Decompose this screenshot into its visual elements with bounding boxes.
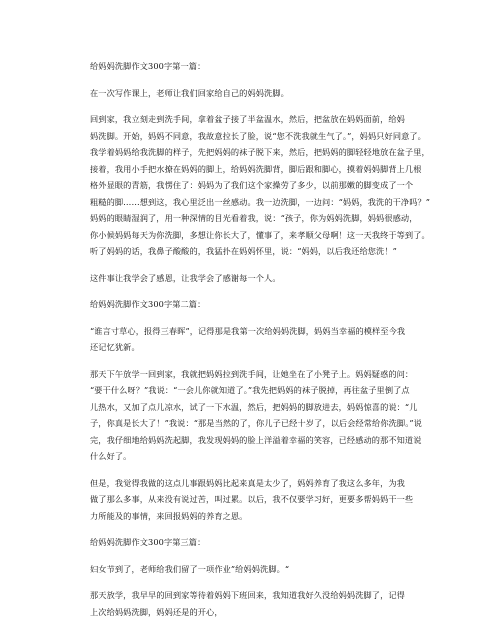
section-title-1: 给妈妈洗脚作文300字第一篇： xyxy=(90,61,206,71)
paragraph-8: 那天放学，我早早的回到家等待着妈妈下班回来，我知道我好久没给妈妈洗脚了，记得 上次给妈妈洗脚，妈妈还是的开心， xyxy=(90,590,405,617)
paragraph-7: 妇女节到了，老师给我们留了一项作业”给妈妈洗脚。“ xyxy=(90,563,290,574)
paragraph-4: “谁言寸草心，报得三春晖”，记得那是我第一次给妈妈洗脚，妈妈当幸福的模样至今我 还记忆犹新。 xyxy=(90,325,406,352)
paragraph-3: 这件事让我学会了感恩，让我学会了感谢每一个人。 xyxy=(90,272,281,283)
paragraph-1: 在一次写作课上，老师让我们回家给自己的妈妈洗脚。 xyxy=(90,87,289,98)
paragraph-6: 但是，我觉得我做的这点儿事跟妈妈比起来真是太少了，妈妈养育了我这么多年，为我 做了那么多事，从来没有说过苦，叫过累。以后，我不仅要学习好，更要多帮妈妈干一些 力所能及的事情，来回报妈妈的养育之恩。 xyxy=(90,477,414,521)
section-title-2: 给妈妈洗脚作文300字第二篇： xyxy=(90,299,206,309)
paragraph-5: 那天下午放学一回到家，我就把妈妈拉到洗手间，让她坐在了小凳子上。妈妈疑惑的问： “要干什么呀？”我说：“一会儿你就知道了。”我先把妈妈的袜子脱掉，再往盆子里倒了点 儿热水，又加了点儿凉水，试了一下水温，然后，把妈妈的脚放进去，妈妈惊喜的说：“儿 子，你真是长大了！”我说：“那是当然的了，你儿子已经十岁了，以后会经常给你洗脚。”说 完，我仔细地给妈妈洗起脚，我发现妈妈的脸上洋溢着幸福的笑容，已经感动的那不知道说 什么好了。 xyxy=(90,368,422,461)
paragraph-2: 回到家，我立刻走到洗手间，拿着盆子接了半盆温水，然后，把盆放在妈妈面前，给妈 妈洗脚。开始，妈妈不同意，我故意拉长了脸，说“您不洗我就生气了。”，妈妈只好同意了。 我学着妈妈给我洗脚的样子，先把妈妈的袜子脱下来，然后，把妈妈的脚轻轻地放在盆子里， 接着，我用小手把水撩在妈妈的脚上，给妈妈洗脚背，脚后跟和脚心，摸着妈妈脚背上几根 格外显眼的青筋，我愣住了：妈妈为了我们这个家操劳了多少，以前那嫩的脚变成了一个 粗糙的脚……想到这，我心里泛出一丝感动。我一边洗脚，一边问：“妈妈，我洗的干净吗？” 妈妈的眼睛湿润了，用一种深情的目光看着我，说：“孩子，你为妈妈洗脚，妈妈很感动， 你小候妈妈每天为你洗脚，多想让你长大了，懂事了，来孝顺父母啊！这一天我终于等到了。 听了妈妈的话，我鼻子酸酸的，我猛扑在妈妈怀里，说：“妈妈，以后我还给您洗！” xyxy=(90,114,431,256)
section-title-3: 给妈妈洗脚作文300字第三篇： xyxy=(90,537,206,547)
